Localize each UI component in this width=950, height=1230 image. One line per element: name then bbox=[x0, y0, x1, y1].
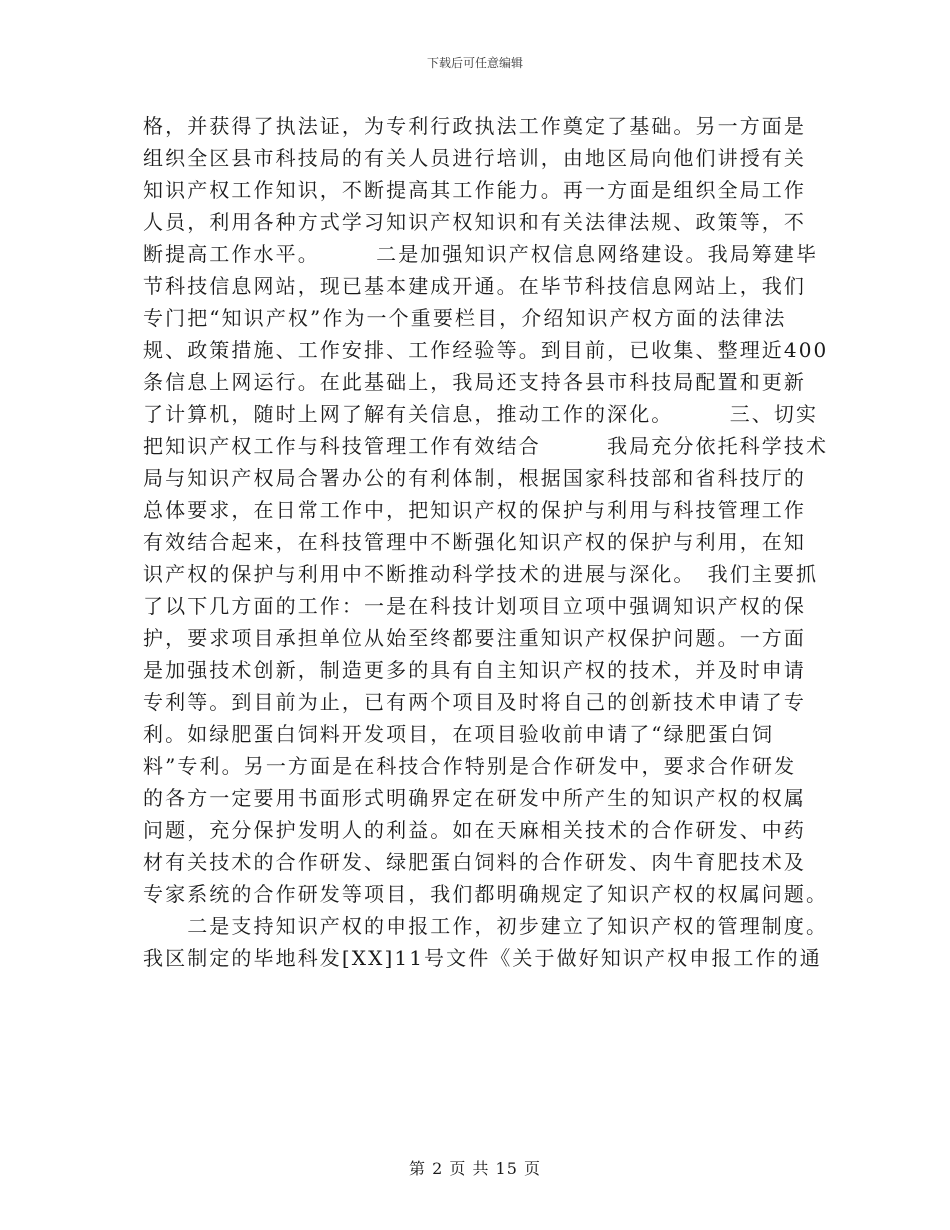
text-line: 了以下几方面的工作：一是在科技计划项目立项中强调知识产权的保 bbox=[143, 594, 806, 618]
page-footer: 第 2 页 共 15 页 bbox=[409, 1159, 541, 1178]
text-line: 有效结合起来，在科技管理中不断强化知识产权的保护与利用，在知 bbox=[143, 530, 806, 554]
text-line: 把知识产权工作与科技管理工作有效结合 我局充分依托科学技术 bbox=[143, 434, 829, 458]
text-line: 料”专利。另一方面是在科技合作特别是合作研发中，要求合作研发 bbox=[143, 754, 797, 778]
text-line: 条信息上网运行。在此基础上，我局还支持各县市科技局配置和更新 bbox=[143, 370, 806, 394]
text-line: 人员，利用各种方式学习知识产权知识和有关法律法规、政策等，不 bbox=[143, 210, 806, 234]
text-line: 专利等。到目前为止，已有两个项目及时将自己的创新技术申请了专 bbox=[143, 690, 806, 714]
text-line: 知识产权工作知识，不断提高其工作能力。再一方面是组织全局工作 bbox=[143, 178, 806, 202]
text-line: 局与知识产权局合署办公的有利体制，根据国家科技部和省科技厅的 bbox=[143, 466, 806, 490]
text-line: 的各方一定要用书面形式明确界定在研发中所产生的知识产权的权属 bbox=[143, 786, 806, 810]
text-line: 节科技信息网站，现已基本建成开通。在毕节科技信息网站上，我们 bbox=[143, 274, 806, 298]
text-line: 利。如绿肥蛋白饲料开发项目，在项目验收前申请了“绿肥蛋白饲 bbox=[143, 722, 775, 746]
text-line: 了计算机，随时上网了解有关信息，推动工作的深化。 三、切实 bbox=[143, 402, 819, 426]
text-line: 是加强技术创新，制造更多的具有自主知识产权的技术，并及时申请 bbox=[143, 658, 806, 682]
text-line: 专门把“知识产权”作为一个重要栏目，介绍知识产权方面的法律法 bbox=[143, 306, 787, 330]
text-line: 规、政策措施、工作安排、工作经验等。到目前，已收集、整理近400 bbox=[143, 338, 829, 362]
page-header: 下载后可任意编辑 bbox=[426, 56, 523, 70]
text-line: 护，要求项目承担单位从始至终都要注重知识产权保护问题。一方面 bbox=[143, 626, 806, 650]
text-line: 我区制定的毕地科发[XX]11号文件《关于做好知识产权申报工作的通 bbox=[143, 946, 822, 970]
text-line: 专家系统的合作研发等项目，我们都明确规定了知识产权的权属问题。 bbox=[143, 882, 829, 906]
text-line: 格，并获得了执法证，为专利行政执法工作奠定了基础。另一方面是 bbox=[143, 114, 806, 138]
text-line: 问题，充分保护发明人的利益。如在天麻相关技术的合作研发、中药 bbox=[143, 818, 806, 842]
text-line: 断提高工作水平。 二是加强知识产权信息网络建设。我局筹建毕 bbox=[143, 242, 819, 266]
text-line: 材有关技术的合作研发、绿肥蛋白饲料的合作研发、肉牛育肥技术及 bbox=[143, 850, 806, 874]
text-line: 组织全区县市科技局的有关人员进行培训，由地区局向他们讲授有关 bbox=[143, 146, 806, 170]
text-line: 二是支持知识产权的申报工作，初步建立了知识产权的管理制度。 bbox=[143, 914, 829, 938]
text-line: 识产权的保护与利用中不断推动科学技术的进展与深化。 我们主要抓 bbox=[143, 562, 819, 586]
text-line: 总体要求，在日常工作中，把知识产权的保护与利用与科技管理工作 bbox=[143, 498, 806, 522]
